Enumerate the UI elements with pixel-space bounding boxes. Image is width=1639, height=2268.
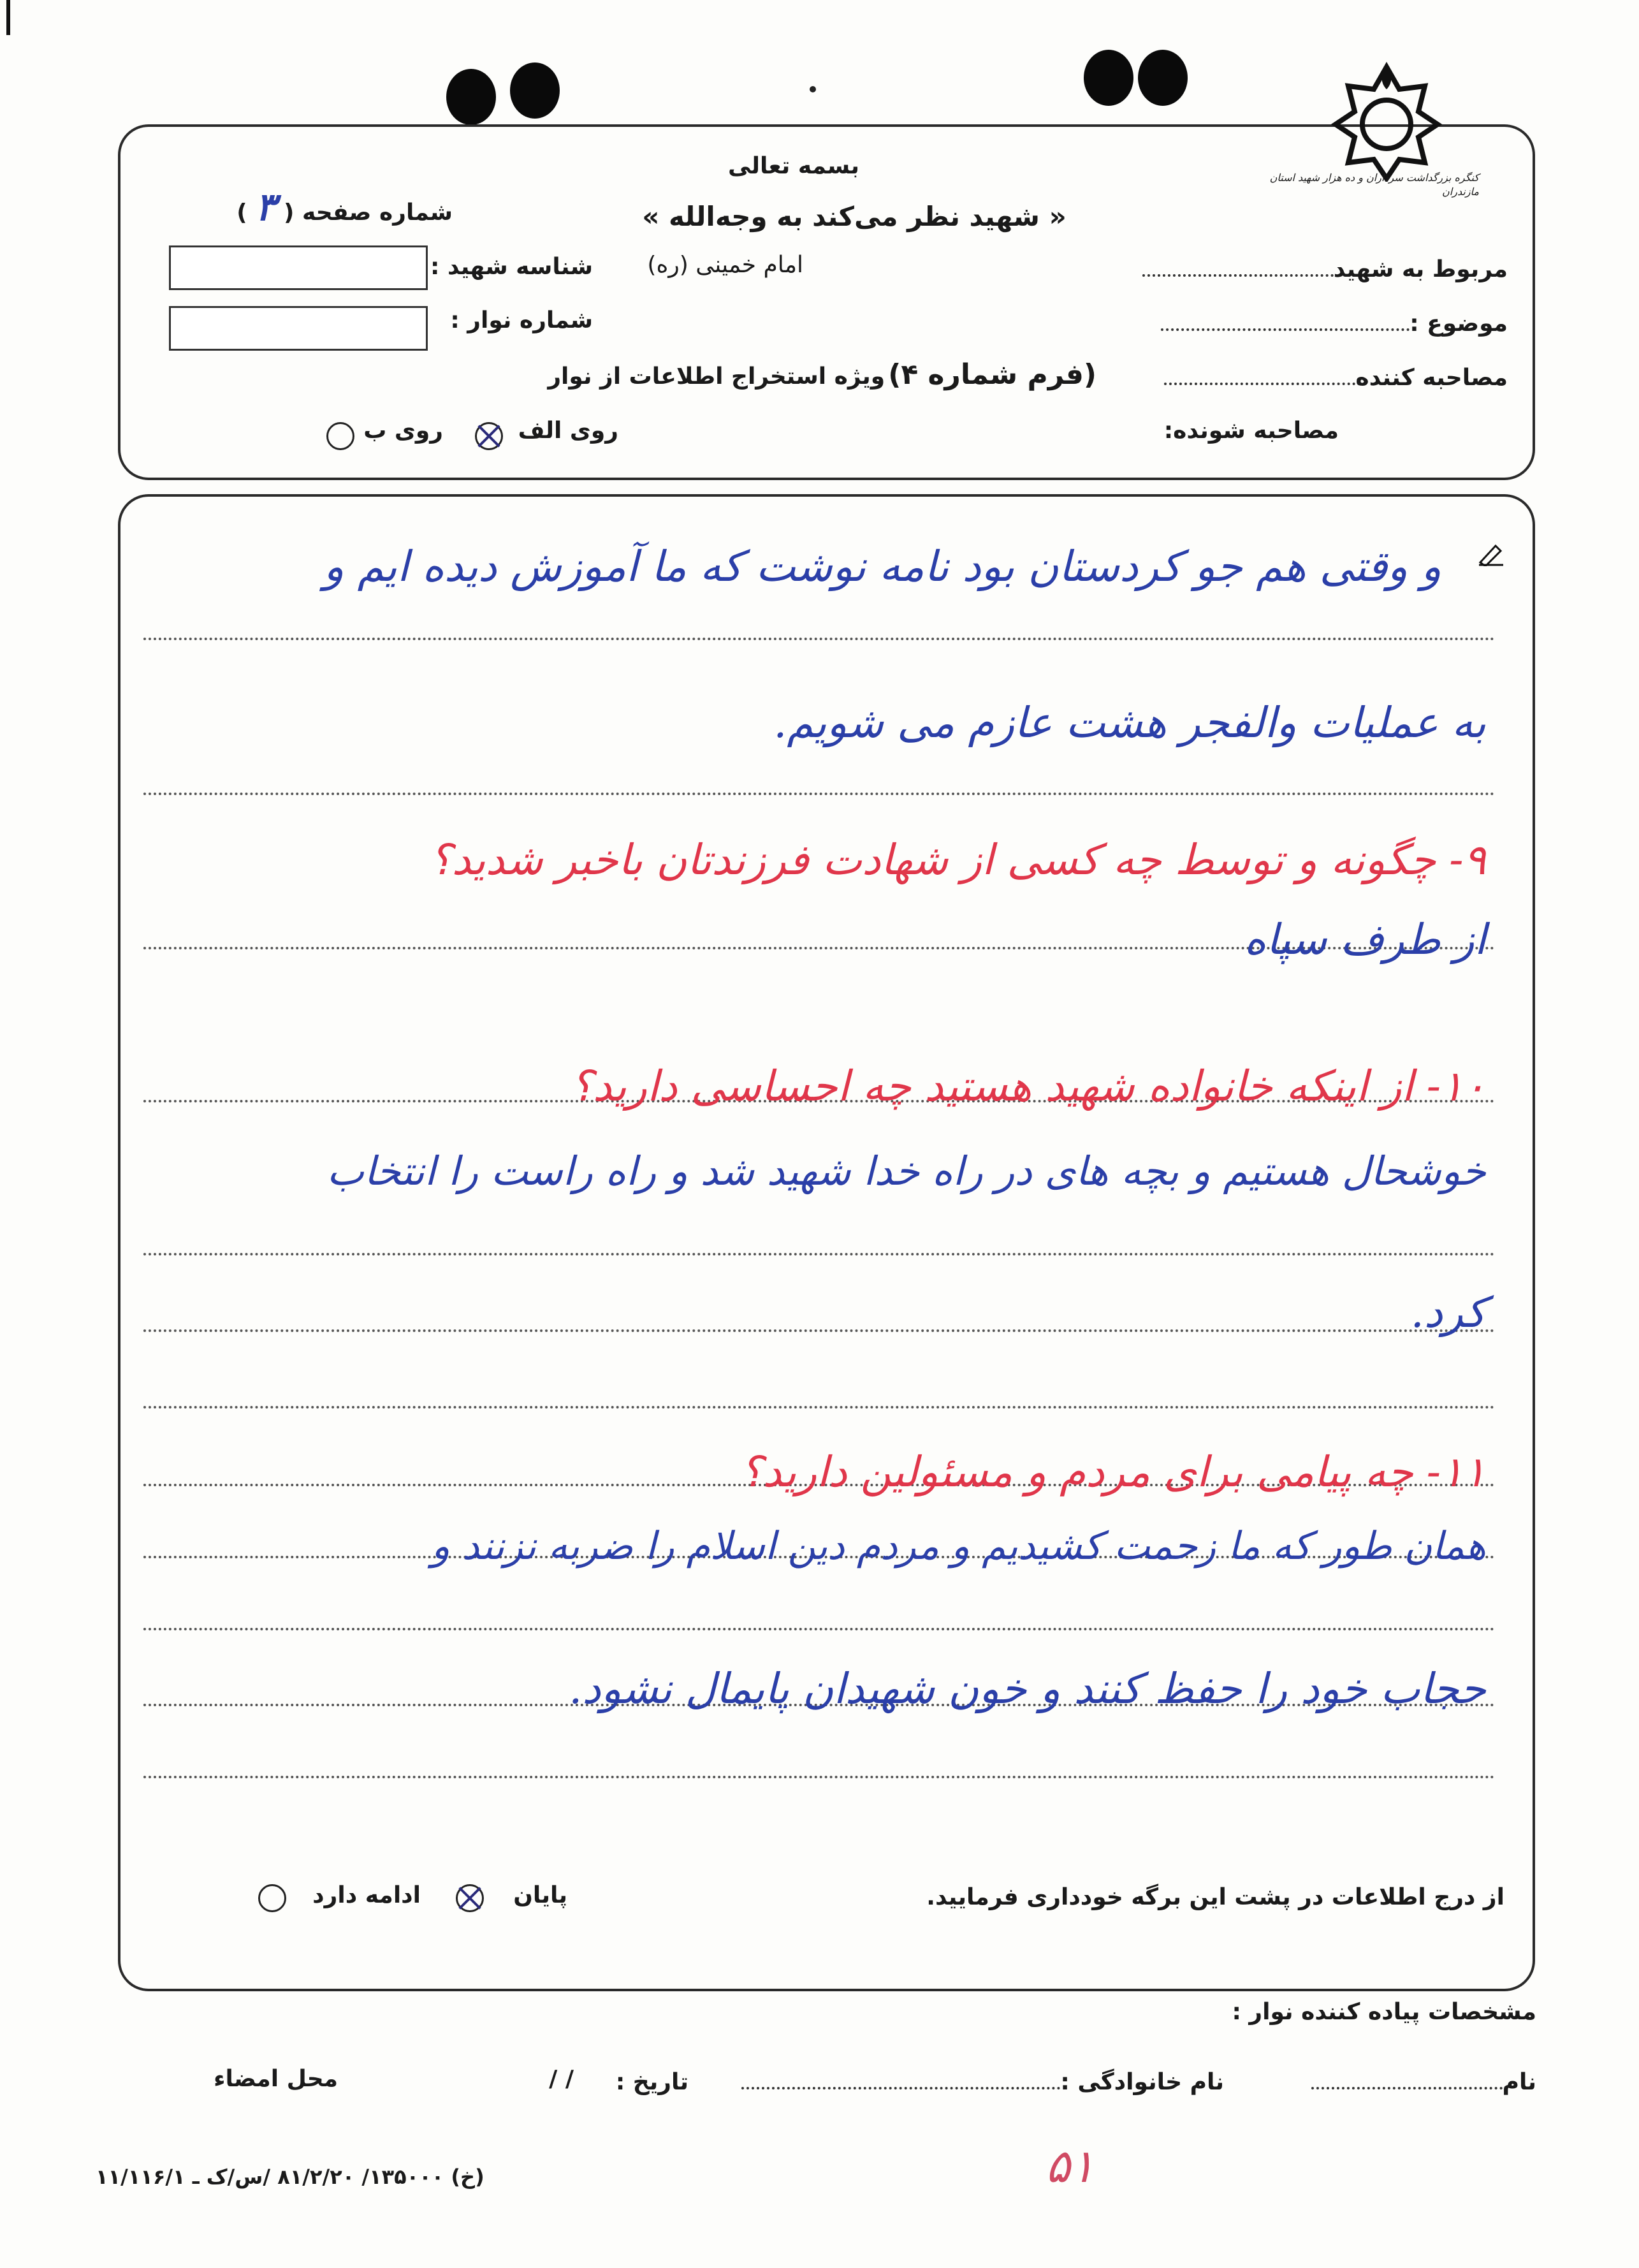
interviewer-label: مصاحبه کننده	[1147, 365, 1508, 391]
handwritten-question: ۹- چگونه و توسط چه کسی از شهادت فرزندتان باخبر شدید؟	[429, 835, 1486, 884]
form-code: (خ) ۱۳۵۰۰۰/ ۸۱/۲/۲۰ /س/ک ـ ۱۱/۱۱۶/۱	[96, 2165, 484, 2189]
handwritten-line: حجاب خود را حفظ کنند و خون شهیدان پایمال نشود.	[569, 1664, 1486, 1713]
date-slashes: / /	[549, 2066, 574, 2092]
ruled-line	[143, 1776, 1495, 1778]
ruled-line	[143, 1329, 1495, 1332]
side-b-radio[interactable]	[326, 422, 354, 450]
pen-icon	[1478, 541, 1506, 566]
handwritten-line: همان طور که ما زحمت کشیدیم و مردم دین اسلام را ضربه نزنند و	[431, 1524, 1486, 1569]
martyr-name-value: امام خمینی (ره)	[647, 252, 803, 278]
form-title: (فرم شماره ۴)	[888, 358, 1096, 391]
punch-hole	[1084, 50, 1133, 106]
side-a-radio[interactable]	[475, 422, 503, 450]
page-number-label: شماره صفحه ( ۳ )	[237, 185, 453, 230]
congress-logo	[1329, 61, 1444, 182]
side-a-label: روی الف	[518, 418, 618, 444]
handwritten-line: کرد.	[1410, 1288, 1486, 1337]
martyr-id-field[interactable]	[169, 245, 428, 290]
punch-hole	[446, 69, 496, 125]
handwritten-question: ۱۱- چه پیامی برای مردم و مسئولین دارید؟	[740, 1447, 1486, 1496]
ruled-line	[143, 1406, 1495, 1408]
scan-mark	[810, 86, 816, 92]
continue-radio[interactable]	[258, 1884, 286, 1912]
page-number-value: ۳	[255, 185, 276, 230]
logo-caption: کنگره بزرگداشت سرداران و ده هزار شهید استان مازندران	[1269, 172, 1479, 198]
topic-label: موضوع :	[1147, 311, 1508, 337]
sheet-number: ۵۱	[1045, 2139, 1095, 2193]
form-subtitle: ویژه استخراج اطلاعات از نوار	[548, 363, 885, 390]
handwritten-line: و وقتی هم جو کردستان بود نامه نوشت که ما آموزش دیده ایم و	[323, 542, 1441, 591]
ruled-line	[143, 793, 1495, 795]
handwritten-question: ۱۰- از اینکه خانواده شهید هستید چه احساسی دارید؟	[570, 1062, 1486, 1111]
punch-hole	[510, 62, 560, 119]
side-b-label: روی ب	[363, 418, 443, 444]
handwritten-line: به عملیات والفجر هشت عازم می شویم.	[773, 698, 1486, 747]
end-radio[interactable]	[456, 1884, 484, 1912]
ruled-line	[143, 1253, 1495, 1255]
motto: « شهید نظر می‌کند به وجه‌الله »	[642, 201, 1067, 232]
ruled-line	[143, 638, 1495, 640]
tape-number-field[interactable]	[169, 306, 428, 351]
continue-label: ادامه دارد	[312, 1882, 421, 1908]
form-title-row	[548, 358, 1096, 391]
handwritten-line: خوشحال هستیم و بچه های در راه خدا شهید شد و راه راست را انتخاب	[326, 1148, 1486, 1194]
martyr-id-label: شناسه شهید :	[430, 254, 593, 280]
date-label: تاریخ :	[615, 2069, 688, 2095]
no-backside-note: از درج اطلاعات در پشت این برگه خودداری فرمایید.	[926, 1884, 1504, 1910]
scan-edge	[6, 0, 10, 35]
signature-label: محل امضاء	[214, 2066, 338, 2092]
ruled-line	[143, 1628, 1495, 1630]
bismillah: بسمه تعالی	[728, 153, 859, 179]
end-label: پایان	[513, 1882, 567, 1908]
punch-hole	[1138, 50, 1188, 106]
related-martyr-label: مربوط به شهید	[1147, 256, 1508, 282]
tape-number-label: شماره نوار :	[450, 307, 593, 333]
transcriber-title: مشخصات پیاده کننده نوار :	[1232, 1999, 1536, 2025]
interviewee-label: مصاحبه شونده:	[1163, 418, 1339, 444]
family-label: نام خانوادگی :	[714, 2069, 1224, 2095]
name-label: نام	[1275, 2069, 1536, 2095]
handwritten-line: از طرف سپاه	[1244, 915, 1486, 964]
